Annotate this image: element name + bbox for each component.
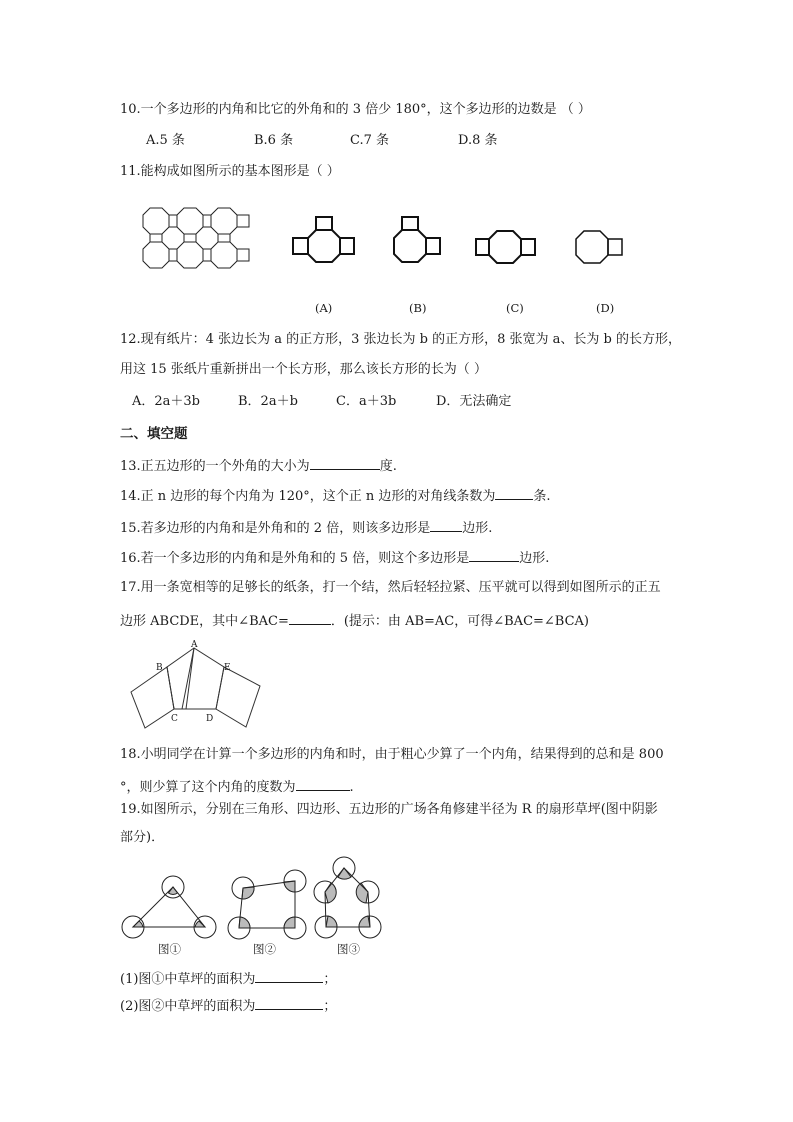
question-18-line2 xyxy=(120,777,354,797)
q16-suffix: 边形. xyxy=(519,551,550,566)
question-14 xyxy=(120,486,551,506)
question-12-line2: 用这 15 张纸片重新拼出一个长方形，那么该长方形的长为（ ） xyxy=(120,362,487,377)
q10-option-a: A.5 条 xyxy=(146,133,185,148)
q18-suffix: . xyxy=(349,780,354,795)
section-2-title: 二、填空题 xyxy=(120,426,188,442)
q17-hint: ．(提示：由 AB=AC，可得∠BAC=∠BCA) xyxy=(330,614,589,629)
q18-answer-blank[interactable] xyxy=(296,777,350,791)
q19-sub2-text: (2)图②中草坪的面积为 xyxy=(120,999,256,1014)
q19-figure-3-pentagon xyxy=(312,855,388,945)
q11-label-c: (C) xyxy=(506,301,524,315)
q19-sub2-semicolon: ； xyxy=(323,999,337,1014)
question-19-line1: 19.如图所示，分别在三角形、四边形、五边形的广场各角修建半径为 R 的扇形草坪(图中阴影 xyxy=(120,802,658,817)
q15-answer-blank[interactable] xyxy=(430,518,462,532)
q14-suffix: 条. xyxy=(533,489,551,504)
question-16 xyxy=(120,548,549,568)
question-17-line1: 17.用一条宽相等的足够长的纸条，打一个结，然后轻轻拉紧、压平就可以得到如图所示的正五 xyxy=(120,580,661,595)
q10-option-c: C.7 条 xyxy=(350,133,390,148)
q19-sub1-answer-blank[interactable] xyxy=(255,969,323,983)
q11-tiling-figure xyxy=(140,203,270,275)
q15-suffix: 边形. xyxy=(462,521,493,536)
q19-figure-1-triangle xyxy=(118,870,218,942)
q19-sub1-semicolon: ； xyxy=(323,972,337,987)
q13-suffix: 度. xyxy=(379,459,397,474)
q19-sub1-text: (1)图①中草坪的面积为 xyxy=(120,972,256,987)
q19-sub-question-1 xyxy=(120,969,336,989)
q19-figure-2-label: 图② xyxy=(253,942,276,956)
q12-option-c: C．a＋3b xyxy=(336,394,397,409)
q13-answer-blank[interactable] xyxy=(310,456,380,470)
q12-option-b: B．2a＋b xyxy=(238,394,298,409)
q15-text: 15.若多边形的内角和是外角和的 2 倍，则该多边形是 xyxy=(120,521,431,536)
q10-option-d: D.8 条 xyxy=(458,133,498,148)
q16-text: 16.若一个多边形的内角和是外角和的 5 倍，则这个多边形是 xyxy=(120,551,470,566)
q11-option-b-figure xyxy=(388,214,450,276)
q17-label-b: B xyxy=(156,663,163,673)
q17-label-d: D xyxy=(206,714,214,724)
question-18-line1: 18.小明同学在计算一个多边形的内角和时，由于粗心少算了一个内角，结果得到的总和是 800 xyxy=(120,747,664,762)
q14-answer-blank[interactable] xyxy=(495,486,533,500)
q11-option-d-figure xyxy=(570,214,632,276)
q17-label-a: A xyxy=(191,640,198,650)
question-11-text: 11.能构成如图所示的基本图形是（ ） xyxy=(120,164,340,179)
q12-option-d: D．无法确定 xyxy=(436,394,512,409)
q11-option-c-figure xyxy=(473,214,545,276)
q19-sub2-answer-blank[interactable] xyxy=(255,996,323,1010)
q17-answer-blank[interactable] xyxy=(289,611,331,625)
q19-figure-1-label: 图① xyxy=(158,942,181,956)
q11-option-a-figure xyxy=(288,214,360,276)
q19-figure-2-quadrilateral xyxy=(225,868,313,944)
question-10-text: 10.一个多边形的内角和比它的外角和的 3 倍少 180°，这个多边形的边数是 （ ） xyxy=(120,102,591,117)
q16-answer-blank[interactable] xyxy=(469,548,519,562)
question-15 xyxy=(120,518,492,538)
q13-text: 13.正五边形的一个外角的大小为 xyxy=(120,459,310,474)
question-17-line2 xyxy=(120,611,589,631)
q19-figure-3-label: 图③ xyxy=(337,942,360,956)
q19-sub-question-2 xyxy=(120,996,336,1016)
q14-text: 14.正 n 边形的每个内角为 120°，这个正 n 边形的对角线条数为 xyxy=(120,489,496,504)
q18-text: °，则少算了这个内角的度数为 xyxy=(120,780,296,795)
q11-label-d: (D) xyxy=(596,301,615,315)
q11-label-b: (B) xyxy=(409,301,427,315)
q17-pentagon-knot-figure xyxy=(128,640,264,732)
q12-option-a: A．2a＋3b xyxy=(132,394,201,409)
question-13 xyxy=(120,456,397,476)
question-19-line2: 部分)． xyxy=(120,830,165,845)
q11-label-a: (A) xyxy=(315,301,333,315)
q17-label-e: E xyxy=(224,663,231,673)
q17-label-c: C xyxy=(171,714,178,724)
question-12-line1: 12.现有纸片：4 张边长为 a 的正方形，3 张边长为 b 的正方形，8 张宽为 a、长为 b 的长方形， xyxy=(120,332,681,347)
q17-text: 边形 ABCDE，其中∠BAC= xyxy=(120,614,289,629)
q10-option-b: B.6 条 xyxy=(254,133,294,148)
